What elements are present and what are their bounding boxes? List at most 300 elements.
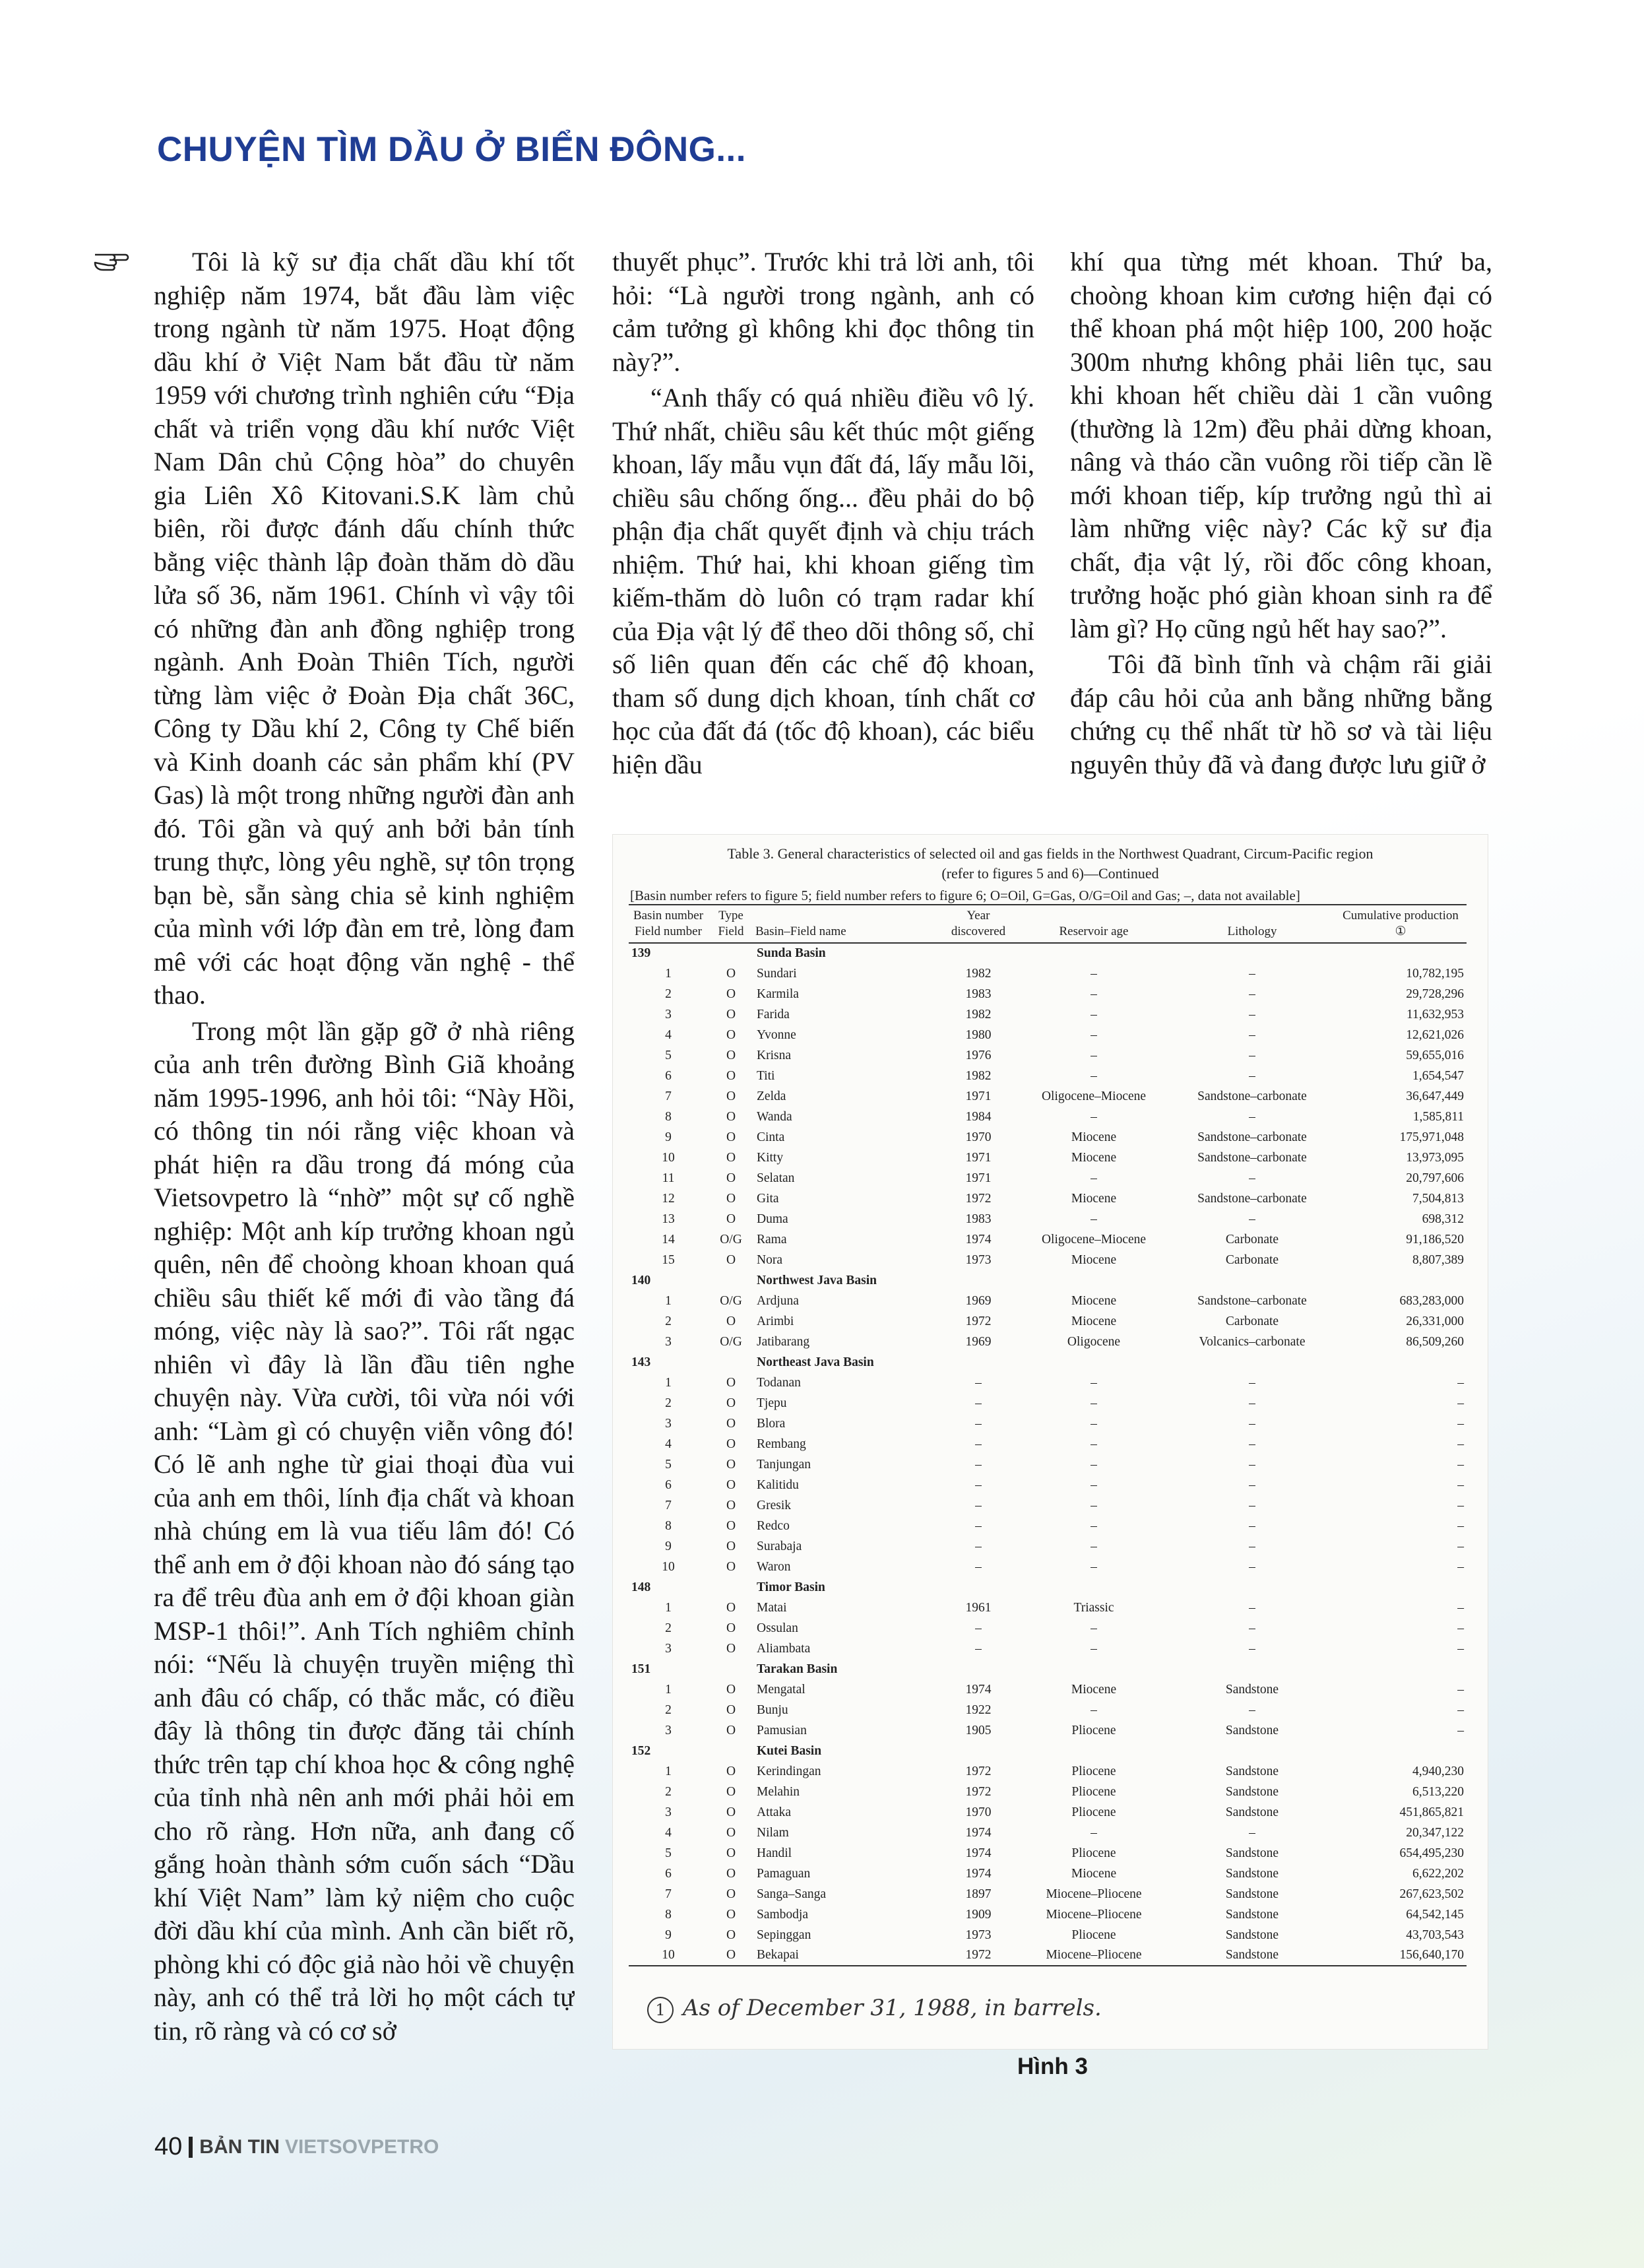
table-cell: Handil <box>757 1846 792 1860</box>
table-cell: Sandstone <box>1225 1784 1279 1799</box>
table-cell: O <box>726 1416 736 1431</box>
table-cell: 139 <box>631 946 651 960</box>
table-cell: 1971 <box>965 1171 992 1185</box>
table-cell: 1974 <box>965 1825 992 1840</box>
table-cell: Sundari <box>757 966 797 981</box>
table-cell: O <box>726 1396 736 1410</box>
table-cell: 1969 <box>965 1334 992 1349</box>
column-header: Reservoir age <box>1018 905 1170 943</box>
table-cell: 7 <box>665 1089 672 1103</box>
table-cell: O <box>726 1457 736 1472</box>
table-cell: – <box>1091 1437 1097 1451</box>
table-cell <box>1170 943 1335 963</box>
table-row <box>629 1025 1467 1045</box>
table-cell: 654,495,230 <box>1399 1846 1464 1860</box>
table-cell: – <box>975 1641 982 1656</box>
table-cell: Sandstone <box>1225 1907 1279 1922</box>
table-cell: O <box>726 1477 736 1492</box>
table-cell <box>1335 1352 1467 1373</box>
table-cell: 2 <box>665 1314 672 1328</box>
table-cell: – <box>1457 1641 1464 1656</box>
table-cell: – <box>1457 1457 1464 1472</box>
table-cell: Sanga–Sanga <box>757 1887 827 1901</box>
table-cell: O <box>726 1252 736 1267</box>
table-cell: 26,331,000 <box>1406 1314 1464 1328</box>
table-cell: Miocene–Pliocene <box>1046 1887 1142 1901</box>
table-cell: Pliocene <box>1071 1928 1116 1942</box>
table-cell: – <box>975 1437 982 1451</box>
table-cell: Arimbi <box>757 1314 794 1328</box>
table-note: [Basin number refers to figure 5; field number refers to figure 6; O=Oil, G=Gas, O/G=Oil and Gas; –, data not available] <box>630 888 1300 903</box>
table-cell: – <box>975 1518 982 1533</box>
table-row <box>629 1761 1467 1782</box>
article-column-3 <box>1070 245 1492 787</box>
table-cell: 5 <box>665 1846 672 1860</box>
table-cell: – <box>1249 1498 1255 1512</box>
table-cell: 14 <box>662 1232 675 1247</box>
table-cell: O <box>726 1007 736 1021</box>
table-cell: 1972 <box>965 1314 992 1328</box>
table-cell: O <box>726 1150 736 1165</box>
table-cell: – <box>1091 1702 1097 1717</box>
table-cell: O <box>726 1048 736 1062</box>
table-cell: – <box>1249 1621 1255 1635</box>
table-cell <box>1335 1577 1467 1598</box>
table-cell: Selatan <box>757 1171 795 1185</box>
table-cell: Miocene–Pliocene <box>1018 1945 1170 1966</box>
table-cell: – <box>1249 1027 1255 1042</box>
table-cell: 6 <box>665 1866 672 1881</box>
table-cell: Rama <box>757 1232 787 1247</box>
paragraph: khí qua từng mét khoan. Thứ ba, choòng khoan kim cương hiện đại có thể khoan phá một hiệp 100, 200 hoặc 300m nhưng không phải liên tục, sau khi khoan hết chiều dài 1 cần vuông (thường là 12m) đều phải dừng khoan, nâng và tháo cần vuông rồi tiếp cần lề mới khoan tiếp, kíp trưởng ngủ thì ai làm những việc này? Các kỹ sư địa chất, địa vật lý, rồi đốc công khoan, trưởng hoặc phó giàn khoan sinh ra để làm gì? Họ cũng ngủ hết hay sao?”. <box>1070 247 1492 643</box>
table-cell: Pliocene <box>1071 1764 1116 1778</box>
table-cell: 1922 <box>965 1702 992 1717</box>
table-cell: 2 <box>665 1702 672 1717</box>
table-cell: O <box>726 1600 736 1615</box>
table-cell: Sandstone <box>1225 1846 1279 1860</box>
table-cell <box>1018 1352 1170 1373</box>
table-cell: Pliocene <box>1071 1784 1116 1799</box>
table-cell: O <box>726 1866 736 1881</box>
table-row <box>629 1250 1467 1270</box>
table-cell: Miocene <box>1071 1252 1117 1267</box>
scanned-table-figure <box>612 834 1488 2050</box>
table-cell: Kutei Basin <box>757 1743 822 1758</box>
table-cell: O <box>726 1212 736 1226</box>
table-cell: – <box>1249 1375 1255 1390</box>
table-cell: Timor Basin <box>757 1580 825 1594</box>
table-cell: – <box>975 1559 982 1574</box>
table-cell: Oligocene–Miocene <box>1041 1232 1147 1247</box>
table-cell: O <box>726 966 736 981</box>
table-cell: – <box>1457 1702 1464 1717</box>
table-cell: – <box>1249 1559 1255 1574</box>
table-cell: O <box>708 1945 754 1966</box>
table-cell: Triassic <box>1073 1600 1114 1615</box>
table-cell <box>1335 1741 1467 1761</box>
table-cell: O <box>726 1191 736 1206</box>
table-row <box>629 1127 1467 1148</box>
table-cell: 8 <box>665 1109 672 1124</box>
table-cell: 1972 <box>965 1191 992 1206</box>
table-cell: – <box>1091 1027 1097 1042</box>
table-row <box>629 1413 1467 1434</box>
table-cell <box>1335 943 1467 963</box>
column-header: Basin number Field number <box>629 905 708 943</box>
table-cell: – <box>1249 1212 1255 1226</box>
table-cell <box>1335 1659 1467 1679</box>
table-cell: – <box>975 1621 982 1635</box>
table-cell: 1 <box>665 1600 672 1615</box>
table-cell: O <box>726 1907 736 1922</box>
table-cell: – <box>1457 1682 1464 1697</box>
table-cell: 1897 <box>965 1887 992 1901</box>
table-row <box>629 1393 1467 1413</box>
table-cell: Yvonne <box>757 1027 796 1042</box>
table-cell: 3 <box>665 1641 672 1656</box>
table-cell: – <box>1091 966 1097 981</box>
table-cell: O <box>726 1764 736 1778</box>
column-header: Basin–Field name <box>754 905 939 943</box>
basin-row <box>629 1577 1467 1598</box>
table-row <box>629 984 1467 1004</box>
table-cell: Sandstone <box>1225 1887 1279 1901</box>
table-cell: Miocene <box>1071 1191 1117 1206</box>
table-row <box>629 1516 1467 1536</box>
table-cell: Sandstone–carbonate <box>1197 1293 1307 1308</box>
table-cell: 6,622,202 <box>1412 1866 1464 1881</box>
table-cell: Miocene <box>1071 1682 1117 1697</box>
table-row <box>629 1188 1467 1209</box>
table-cell: Kerindingan <box>757 1764 821 1778</box>
table-cell: – <box>1091 1457 1097 1472</box>
table-cell: – <box>1091 1416 1097 1431</box>
table-cell: Surabaja <box>757 1539 802 1553</box>
table-cell: O <box>726 1825 736 1840</box>
table-row <box>629 1700 1467 1720</box>
table-cell <box>708 1577 754 1598</box>
pointing-hand-icon <box>92 245 129 272</box>
column-header: Year discovered <box>939 905 1018 943</box>
table-cell: Rembang <box>757 1437 806 1451</box>
table-cell: 1 <box>665 1293 672 1308</box>
table-cell: 10 <box>629 1945 708 1966</box>
table-cell: – <box>1249 1457 1255 1472</box>
table-caption-continued: (refer to figures 5 and 6)—Continued <box>941 865 1159 882</box>
table-cell: 1972 <box>965 1764 992 1778</box>
table-cell: 3 <box>665 1007 672 1021</box>
table-cell: O <box>726 1846 736 1860</box>
table-cell: O <box>726 1437 736 1451</box>
table-cell: Attaka <box>757 1805 791 1819</box>
table-row <box>629 1925 1467 1945</box>
publication-name: BẢN TIN <box>199 2135 280 2158</box>
table-cell: Gita <box>757 1191 779 1206</box>
table-cell: Ossulan <box>757 1621 798 1635</box>
table-cell: O <box>726 1518 736 1533</box>
table-row <box>629 1086 1467 1107</box>
table-cell: 1971 <box>965 1089 992 1103</box>
table-cell: 698,312 <box>1422 1212 1464 1226</box>
publication-brand: VIETSOVPETRO <box>284 2135 439 2158</box>
table-cell: Northwest Java Basin <box>757 1273 877 1287</box>
table-cell: Sandstone–carbonate <box>1197 1191 1307 1206</box>
table-row <box>629 1107 1467 1127</box>
table-row <box>629 1168 1467 1188</box>
table-cell: – <box>1457 1559 1464 1574</box>
column-header: Lithology <box>1170 905 1335 943</box>
table-cell: Pamaguan <box>757 1866 811 1881</box>
table-cell <box>939 1270 1018 1291</box>
table-cell: – <box>975 1457 982 1472</box>
table-cell: Wanda <box>757 1109 792 1124</box>
table-cell: 3 <box>665 1723 672 1737</box>
table-cell: 143 <box>631 1355 651 1369</box>
table-cell <box>1170 1741 1335 1761</box>
table-cell: Tjepu <box>757 1396 787 1410</box>
article-column-1 <box>154 245 575 2093</box>
table-cell: 15 <box>662 1252 675 1267</box>
table-cell: – <box>1249 1825 1255 1840</box>
table-cell: 1970 <box>965 1805 992 1819</box>
table-cell: O <box>726 1068 736 1083</box>
table-cell <box>708 1659 754 1679</box>
table-cell: Sandstone <box>1225 1682 1279 1697</box>
table-cell: O <box>726 1539 736 1553</box>
footer-divider <box>189 2137 193 2158</box>
table-cell: – <box>1249 1396 1255 1410</box>
table-cell <box>1018 1577 1170 1598</box>
table-cell: – <box>1249 1109 1255 1124</box>
table-cell: Tarakan Basin <box>757 1662 838 1676</box>
table-row <box>629 1638 1467 1659</box>
table-cell: – <box>1091 1641 1097 1656</box>
table-cell <box>1018 943 1170 963</box>
table-cell: Miocene <box>1071 1130 1117 1144</box>
table-cell: Kalitidu <box>757 1477 799 1492</box>
table-cell: – <box>1091 1539 1097 1553</box>
table-cell: 20,347,122 <box>1406 1825 1464 1840</box>
table-cell: 64,542,145 <box>1406 1907 1464 1922</box>
table-cell: 13,973,095 <box>1406 1150 1464 1165</box>
table-cell: – <box>1091 1477 1097 1492</box>
table-cell: 1983 <box>965 987 992 1001</box>
basin-row <box>629 943 1467 963</box>
table-cell: – <box>1457 1375 1464 1390</box>
table-row <box>629 1679 1467 1700</box>
table-cell: 36,647,449 <box>1406 1089 1464 1103</box>
paragraph: Tôi đã bình tĩnh và chậm rãi giải đáp câu hỏi của anh bằng những bằng chứng cụ thể nhất từ hồ sơ và tài liệu nguyên thủy đã và đang được lưu giữ ở <box>1070 649 1492 779</box>
table-cell: 12,621,026 <box>1406 1027 1464 1042</box>
table-row <box>629 1045 1467 1066</box>
table-cell: O <box>726 1498 736 1512</box>
table-cell: – <box>1249 1171 1255 1185</box>
table-cell: 1,585,811 <box>1412 1109 1464 1124</box>
table-cell: 2 <box>665 987 672 1001</box>
table-cell: – <box>1249 1477 1255 1492</box>
table-cell: 156,640,170 <box>1335 1945 1467 1966</box>
table-cell: 6 <box>665 1477 672 1492</box>
table-cell: 5 <box>665 1457 672 1472</box>
table-cell: – <box>1457 1498 1464 1512</box>
table-cell: – <box>1091 1518 1097 1533</box>
table-row <box>629 1843 1467 1863</box>
table-cell: Bunju <box>757 1702 788 1717</box>
table-cell: Sandstone <box>1225 1805 1279 1819</box>
table-cell: – <box>1249 1539 1255 1553</box>
table-cell: 148 <box>631 1580 651 1594</box>
table-cell: Matai <box>757 1600 787 1615</box>
table-cell: 1980 <box>965 1027 992 1042</box>
table-cell: O <box>726 1784 736 1799</box>
table-cell: Volcanics–carbonate <box>1199 1334 1306 1349</box>
table-cell: 10 <box>662 1559 675 1574</box>
table-cell: 1982 <box>965 966 992 981</box>
table-cell: 1974 <box>965 1846 992 1860</box>
table-cell: – <box>1249 1007 1255 1021</box>
table-cell: Ardjuna <box>757 1293 799 1308</box>
table-cell <box>939 1741 1018 1761</box>
page-number: 40 <box>154 2133 183 2160</box>
table-cell: O/G <box>720 1334 742 1349</box>
basin-row <box>629 1659 1467 1679</box>
table-cell: 4 <box>665 1027 672 1042</box>
table-cell: 86,509,260 <box>1406 1334 1464 1349</box>
table-cell: 13 <box>662 1212 675 1226</box>
table-cell <box>939 1577 1018 1598</box>
table-cell: O <box>726 1928 736 1942</box>
table-cell: Melahin <box>757 1784 800 1799</box>
table-cell: Sandstone <box>1225 1928 1279 1942</box>
page-footer <box>154 2133 439 2161</box>
table-cell: 1983 <box>965 1212 992 1226</box>
table-row <box>629 1945 1467 1966</box>
table-cell: Sandstone–carbonate <box>1197 1150 1307 1165</box>
table-cell: Bekapai <box>754 1945 939 1966</box>
table-cell: Nora <box>757 1252 782 1267</box>
table-cell: – <box>1091 1396 1097 1410</box>
table-cell: – <box>975 1498 982 1512</box>
table-row <box>629 1618 1467 1638</box>
table-cell <box>1018 1659 1170 1679</box>
table-cell: 683,283,000 <box>1399 1293 1464 1308</box>
table-cell: Sandstone <box>1170 1945 1335 1966</box>
table-row <box>629 1311 1467 1332</box>
table-cell: Carbonate <box>1225 1252 1279 1267</box>
paragraph: Tôi là kỹ sư địa chất dầu khí tốt nghiệp năm 1974, bắt đầu làm việc trong ngành từ năm 1975. Hoạt động dầu khí ở Việt Nam bắt đầu từ năm 1959 với chương trình nghiên cứu “Địa chất và triển vọng dầu khí nước Việt Nam Dân chủ Cộng hòa” do chuyên gia Liên Xô Kitovani.S.K làm chủ biên, rồi được đánh dấu chính thức bằng việc thành lập đoàn thăm dò dầu lửa số 36, năm 1961. Chính vì vậy tôi có những đàn anh đồng nghiệp trong ngành. Anh Đoàn Thiên Tích, người từng làm việc ở Đoàn Địa chất 36C, Công ty Dầu khí 2, Công ty Chế biến và Kinh doanh các sản phẩm khí (PV Gas) là một trong những người đàn anh đó. Tôi gần và quý anh bởi bản tính trung thực, lòng yêu nghề, sự tôn trọng bạn bè, sẵn sàng chia sẻ kinh nghiệm của mình với lớp đàn em trẻ, lòng đam mê với các hoạt động văn nghệ - thể thao. <box>154 247 575 1010</box>
table-cell: – <box>1457 1518 1464 1533</box>
table-cell: – <box>975 1539 982 1553</box>
table-cell: Pliocene <box>1071 1805 1116 1819</box>
table-cell: 10,782,195 <box>1406 966 1464 981</box>
table-cell: Zelda <box>757 1089 786 1103</box>
table-cell: 1972 <box>965 1784 992 1799</box>
table-cell: Karmila <box>757 987 799 1001</box>
table-cell: – <box>1457 1477 1464 1492</box>
table-cell: Blora <box>757 1416 786 1431</box>
section-title: CHUYỆN TÌM DẦU Ở BIỂN ĐÔNG... <box>157 130 747 169</box>
table-cell: Titi <box>757 1068 775 1083</box>
table-cell: – <box>1249 1702 1255 1717</box>
table-row <box>629 1823 1467 1843</box>
table-cell: 151 <box>631 1662 651 1676</box>
table-cell: 1984 <box>965 1109 992 1124</box>
table-cell: – <box>1249 966 1255 981</box>
table-cell: 1982 <box>965 1068 992 1083</box>
table-cell: O <box>726 1171 736 1185</box>
table-cell: – <box>1249 1600 1255 1615</box>
table-cell: Oligocene <box>1067 1334 1121 1349</box>
table-cell: – <box>1249 1641 1255 1656</box>
table-cell: – <box>1457 1621 1464 1635</box>
table-cell: Waron <box>757 1559 791 1574</box>
table-cell <box>708 1741 754 1761</box>
table-cell: 9 <box>665 1539 672 1553</box>
table-cell: O <box>726 1805 736 1819</box>
oil-gas-fields-table <box>629 904 1467 1966</box>
table-cell: – <box>975 1416 982 1431</box>
table-cell: O <box>726 1027 736 1042</box>
table-cell: Tanjungan <box>757 1457 811 1472</box>
table-cell: – <box>1457 1416 1464 1431</box>
table-cell: Miocene <box>1071 1150 1117 1165</box>
table-cell <box>1018 1270 1170 1291</box>
table-cell: Duma <box>757 1212 788 1226</box>
table-row <box>629 1229 1467 1250</box>
table-cell: 1974 <box>965 1866 992 1881</box>
table-cell: O/G <box>720 1293 742 1308</box>
table-cell: – <box>1091 1498 1097 1512</box>
table-cell <box>939 1352 1018 1373</box>
table-cell: – <box>1249 1518 1255 1533</box>
table-cell: – <box>1249 1416 1255 1431</box>
table-cell: 1969 <box>965 1293 992 1308</box>
table-cell: 1974 <box>965 1682 992 1697</box>
table-row <box>629 1598 1467 1618</box>
table-cell: 2 <box>665 1396 672 1410</box>
table-row <box>629 1373 1467 1393</box>
table-cell: 4,940,230 <box>1412 1764 1464 1778</box>
table-cell: O/G <box>720 1232 742 1247</box>
table-cell: 7 <box>665 1498 672 1512</box>
table-row <box>629 1904 1467 1925</box>
table-cell: Krisna <box>757 1048 791 1062</box>
table-cell: Gresik <box>757 1498 791 1512</box>
table-cell: O <box>726 1723 736 1737</box>
table-cell: 1972 <box>939 1945 1018 1966</box>
table-row <box>629 1536 1467 1557</box>
table-cell: Sunda Basin <box>757 946 826 960</box>
table-cell: 1973 <box>965 1252 992 1267</box>
table-cell: – <box>1091 1375 1097 1390</box>
table-row <box>629 1475 1467 1495</box>
table-cell: 1976 <box>965 1048 992 1062</box>
table-cell: Redco <box>757 1518 790 1533</box>
table-cell: Miocene <box>1071 1293 1117 1308</box>
table-cell: 6 <box>665 1068 672 1083</box>
table-cell: O <box>726 1089 736 1103</box>
table-cell: O <box>726 1130 736 1144</box>
table-cell: O <box>726 1702 736 1717</box>
basin-row <box>629 1352 1467 1373</box>
table-cell: 1 <box>665 966 672 981</box>
table-cell: Miocene–Pliocene <box>1046 1907 1142 1922</box>
table-cell: 152 <box>631 1743 651 1758</box>
table-cell: – <box>1457 1437 1464 1451</box>
table-cell: – <box>1249 1048 1255 1062</box>
table-cell: Kitty <box>757 1150 784 1165</box>
table-cell: 1,654,547 <box>1412 1068 1464 1083</box>
